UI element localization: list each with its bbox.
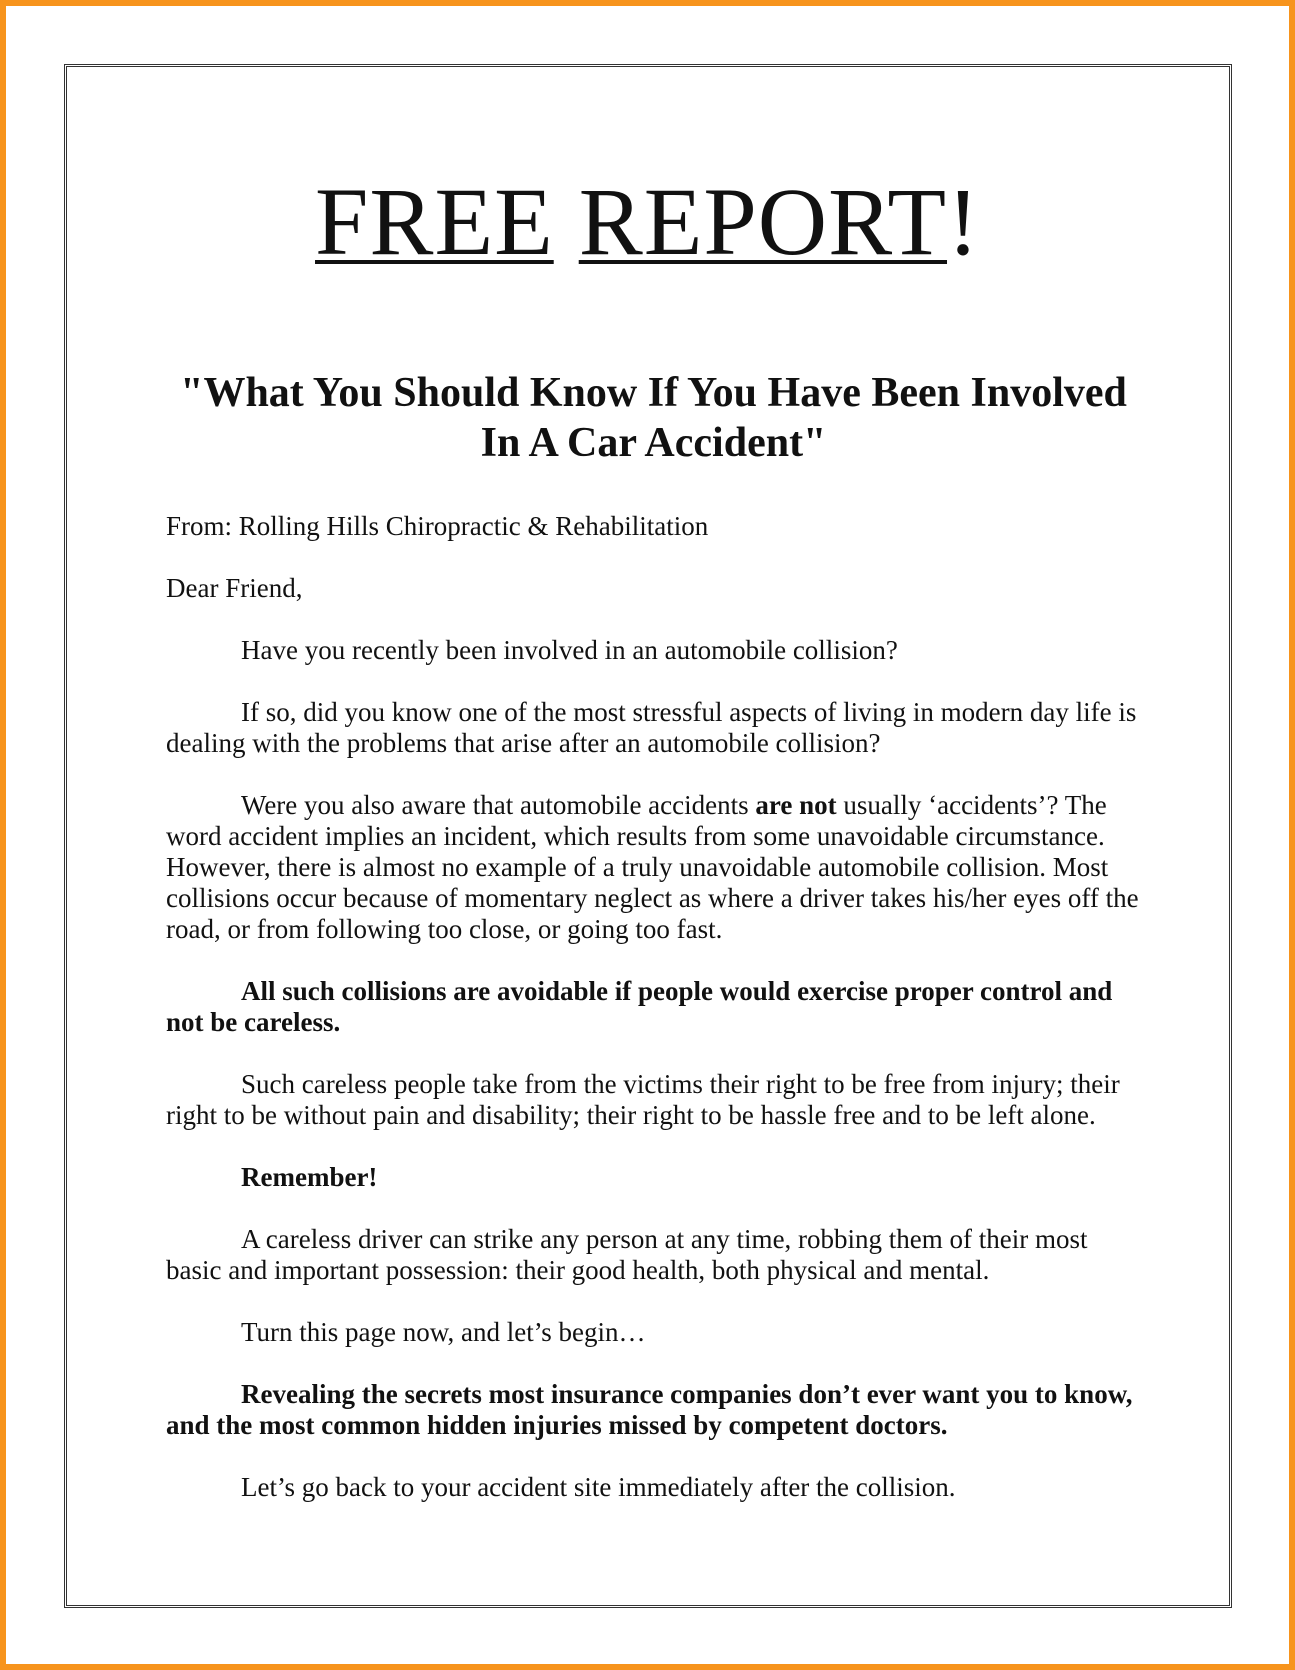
paragraph-1: Have you recently been involved in an automobile collision? xyxy=(241,635,898,665)
remember-heading: Remember! xyxy=(241,1162,378,1192)
paragraph-7: A careless driver can strike any person at any time, robbing them of their most basic and important possession: their good health, both physical and mental. xyxy=(166,1224,1088,1285)
report-subtitle xyxy=(106,368,1201,468)
report-title xyxy=(6,168,1289,275)
greeting: Dear Friend, xyxy=(166,573,303,603)
from-line: From: Rolling Hills Chiropractic & Rehabilitation xyxy=(166,511,709,541)
paragraph-9 xyxy=(166,1379,1146,1441)
title-exclamation: ! xyxy=(947,168,980,275)
title-word-report: REPORT xyxy=(578,168,948,275)
title-word-free: FREE xyxy=(315,168,554,275)
paragraph-4-bold: All such collisions are avoidable if people would exercise proper control and not be careless. xyxy=(166,976,1113,1037)
paragraph-3-emphasis: are not xyxy=(755,790,837,820)
letter-body xyxy=(166,511,1146,1534)
subtitle-line-2: In A Car Accident" xyxy=(480,420,827,466)
paragraph-3-start: Were you also aware that automobile accidents xyxy=(241,790,756,820)
paragraph-3-end: usually ‘accidents’? The word accident implies an incident, which results from some unavoidable circumstance. However, there is almost no example of a truly unavoidable automobile collision. Most collisions occur because of momentary neglect as where a driver takes his/her eyes off the road, or from following too close, or going too fast. xyxy=(166,790,1139,944)
paragraph-3 xyxy=(166,790,1146,945)
paragraph-2: If so, did you know one of the most stressful aspects of living in modern day life is dealing with the problems that arise after an automobile collision? xyxy=(166,697,1137,758)
paragraph-6 xyxy=(166,1162,1146,1193)
paragraph-4 xyxy=(166,976,1146,1038)
subtitle-line-1: "What You Should Know If You Have Been Involved xyxy=(180,370,1127,416)
paragraph-10: Let’s go back to your accident site immediately after the collision. xyxy=(241,1472,956,1502)
paragraph-9-bold: Revealing the secrets most insurance companies don’t ever want you to know, and the most common hidden injuries missed by competent doctors. xyxy=(166,1379,1133,1440)
paragraph-8: Turn this page now, and let’s begin… xyxy=(241,1317,646,1347)
paragraph-5: Such careless people take from the victims their right to be free from injury; their right to be without pain and disability; their right to be hassle free and to be left alone. xyxy=(166,1069,1120,1130)
